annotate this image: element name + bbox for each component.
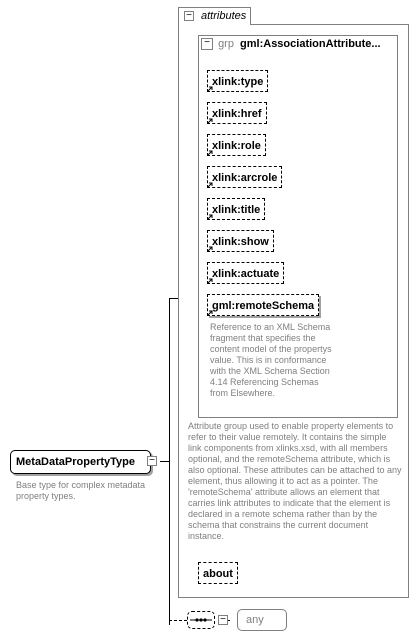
type-description: Base type for complex metadata property types. (16, 480, 146, 501)
attributes-collapse-icon[interactable]: − (184, 11, 194, 21)
group-header (201, 38, 381, 56)
sequence-compositor[interactable] (187, 611, 215, 629)
type-node[interactable] (10, 450, 151, 474)
connector-to-sequence (169, 620, 187, 621)
link-arrow-icon (207, 278, 213, 284)
type-name: MetaDataPropertyType (16, 456, 135, 468)
link-arrow-icon (207, 182, 213, 188)
any-element[interactable] (237, 609, 287, 631)
group-name: gml:AssociationAttribute... (240, 38, 381, 50)
attribute-label: xlink:role (212, 140, 261, 152)
attribute-label: xlink:actuate (212, 268, 280, 280)
attribute-about[interactable] (198, 562, 238, 584)
attribute-label: gml:remoteSchema (212, 300, 315, 312)
attribute-label: xlink:type (212, 76, 264, 88)
link-arrow-icon (207, 310, 213, 316)
attributes-title: attributes (201, 10, 247, 22)
any-label: any (246, 614, 264, 626)
group-collapse-icon[interactable]: − (201, 38, 213, 50)
link-arrow-icon (207, 86, 213, 92)
connector-vertical (169, 298, 170, 625)
sequence-collapse-icon[interactable]: − (218, 615, 228, 625)
attribute-xlink-actuate[interactable] (207, 262, 284, 284)
link-arrow-icon (207, 150, 213, 156)
attribute-xlink-type[interactable] (207, 70, 268, 92)
link-arrow-icon (207, 246, 213, 252)
attribute-xlink-arcrole[interactable] (207, 166, 282, 188)
attribute-gml-remoteschema[interactable] (207, 294, 319, 316)
attribute-label: about (203, 568, 233, 580)
attribute-xlink-href[interactable] (207, 102, 267, 124)
attribute-xlink-show[interactable] (207, 230, 274, 252)
attribute-label: xlink:arcrole (212, 172, 278, 184)
link-arrow-icon (207, 118, 213, 124)
attribute-label: xlink:href (212, 108, 262, 120)
attribute-xlink-role[interactable] (207, 134, 266, 156)
type-collapse-icon[interactable]: − (147, 456, 157, 466)
group-prefix: grp (218, 38, 234, 50)
attribute-label: xlink:show (212, 236, 269, 248)
remote-schema-description: Reference to an XML Schema fragment that specifies the content model of the propertys value. This is in conformance with the XML Schema Section 4.14 Referencing Schemas from Elsewhere. (210, 322, 332, 398)
link-arrow-icon (207, 214, 213, 220)
attribute-xlink-title[interactable] (207, 198, 265, 220)
group-description: Attribute group used to enable property elements to refer to their value remotely. It contains the simple link components from xlinks.xsd, with all members optional, and the remoteSchema attribute, which is also optional. These attributes can be attached to any element, thus allowing it to act as a pointer. The 'remoteSchema' attribute allows an element that carries link attributes to indicate that the element is declared in a remote schema rather than by the schema that constrains the current document instance. (188, 421, 402, 541)
attribute-label: xlink:title (212, 204, 261, 216)
sequence-icon (188, 612, 214, 628)
